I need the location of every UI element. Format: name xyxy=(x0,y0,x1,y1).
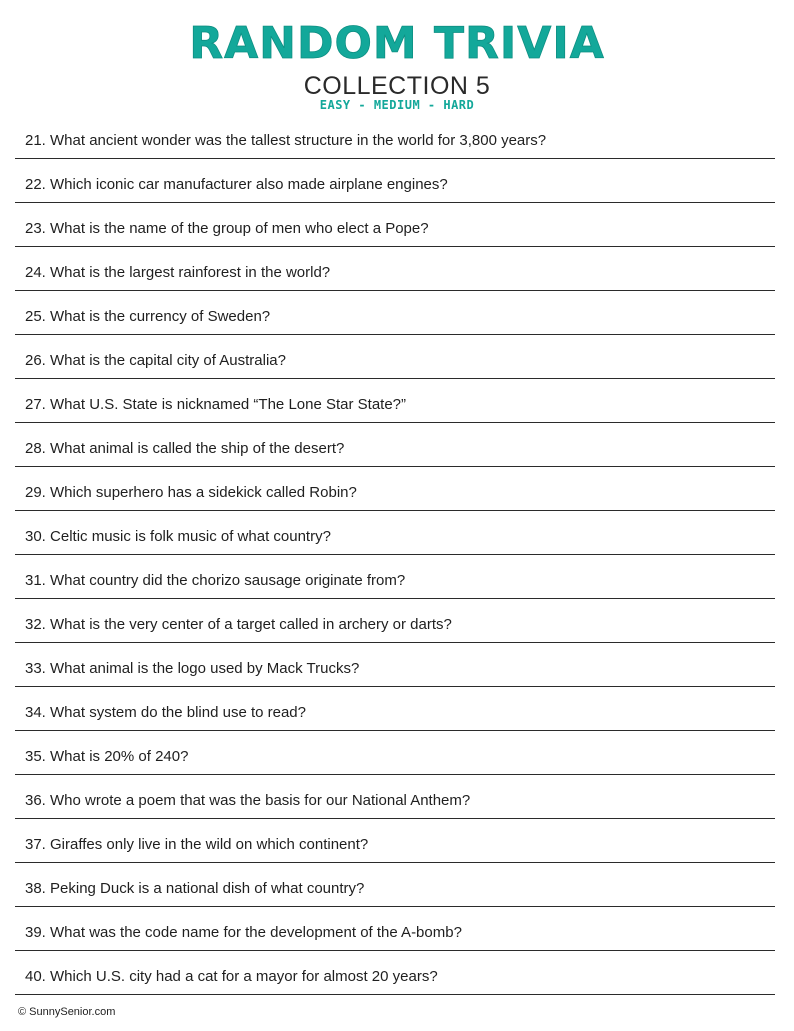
question-row xyxy=(15,161,775,203)
worksheet-header xyxy=(0,0,794,116)
question-text: 21. What ancient wonder was the tallest structure in the world for 3,800 years? xyxy=(25,132,547,149)
question-row xyxy=(15,337,775,379)
question-text: 38. Peking Duck is a national dish of what country? xyxy=(25,880,365,897)
question-row xyxy=(15,909,775,951)
question-row xyxy=(15,733,775,775)
question-row xyxy=(15,953,775,995)
question-row xyxy=(15,689,775,731)
question-text: 36. Who wrote a poem that was the basis for our National Anthem? xyxy=(25,792,471,809)
question-text: 29. Which superhero has a sidekick called Robin? xyxy=(25,484,357,501)
question-row xyxy=(15,205,775,247)
question-text: 31. What country did the chorizo sausage originate from? xyxy=(25,572,406,589)
question-text: 23. What is the name of the group of men who elect a Pope? xyxy=(25,220,429,237)
question-text: 39. What was the code name for the development of the A-bomb? xyxy=(25,924,462,941)
question-text: 37. Giraffes only live in the wild on which continent? xyxy=(25,836,369,853)
collection-subtitle: COLLECTION 5 xyxy=(303,72,491,100)
question-row xyxy=(15,425,775,467)
question-row xyxy=(15,821,775,863)
question-row xyxy=(15,865,775,907)
question-row xyxy=(15,601,775,643)
question-text: 22. Which iconic car manufacturer also made airplane engines? xyxy=(25,176,448,193)
difficulty-levels: EASY - MEDIUM - HARD xyxy=(319,98,475,112)
question-row xyxy=(15,381,775,423)
question-text: 25. What is the currency of Sweden? xyxy=(25,308,271,325)
question-row xyxy=(15,249,775,291)
question-row xyxy=(15,293,775,335)
copyright-footer: © SunnySenior.com xyxy=(18,1006,116,1018)
question-row xyxy=(15,557,775,599)
question-row xyxy=(15,777,775,819)
question-text: 28. What animal is called the ship of the desert? xyxy=(25,440,345,457)
question-text: 40. Which U.S. city had a cat for a mayor for almost 20 years? xyxy=(25,968,438,985)
page-title: RANDOM TRIVIA xyxy=(189,18,605,69)
question-row xyxy=(15,513,775,555)
question-text: 33. What animal is the logo used by Mack Trucks? xyxy=(25,660,360,677)
question-row xyxy=(15,645,775,687)
question-list xyxy=(15,117,775,997)
question-row xyxy=(15,117,775,159)
question-row xyxy=(15,469,775,511)
question-text: 32. What is the very center of a target called in archery or darts? xyxy=(25,616,452,633)
question-text: 26. What is the capital city of Australia? xyxy=(25,352,286,369)
question-text: 35. What is 20% of 240? xyxy=(25,748,189,765)
question-text: 24. What is the largest rainforest in the world? xyxy=(25,264,331,281)
question-text: 30. Celtic music is folk music of what country? xyxy=(25,528,331,545)
question-text: 34. What system do the blind use to read? xyxy=(25,704,306,721)
question-text: 27. What U.S. State is nicknamed “The Lone Star State?” xyxy=(25,396,407,413)
